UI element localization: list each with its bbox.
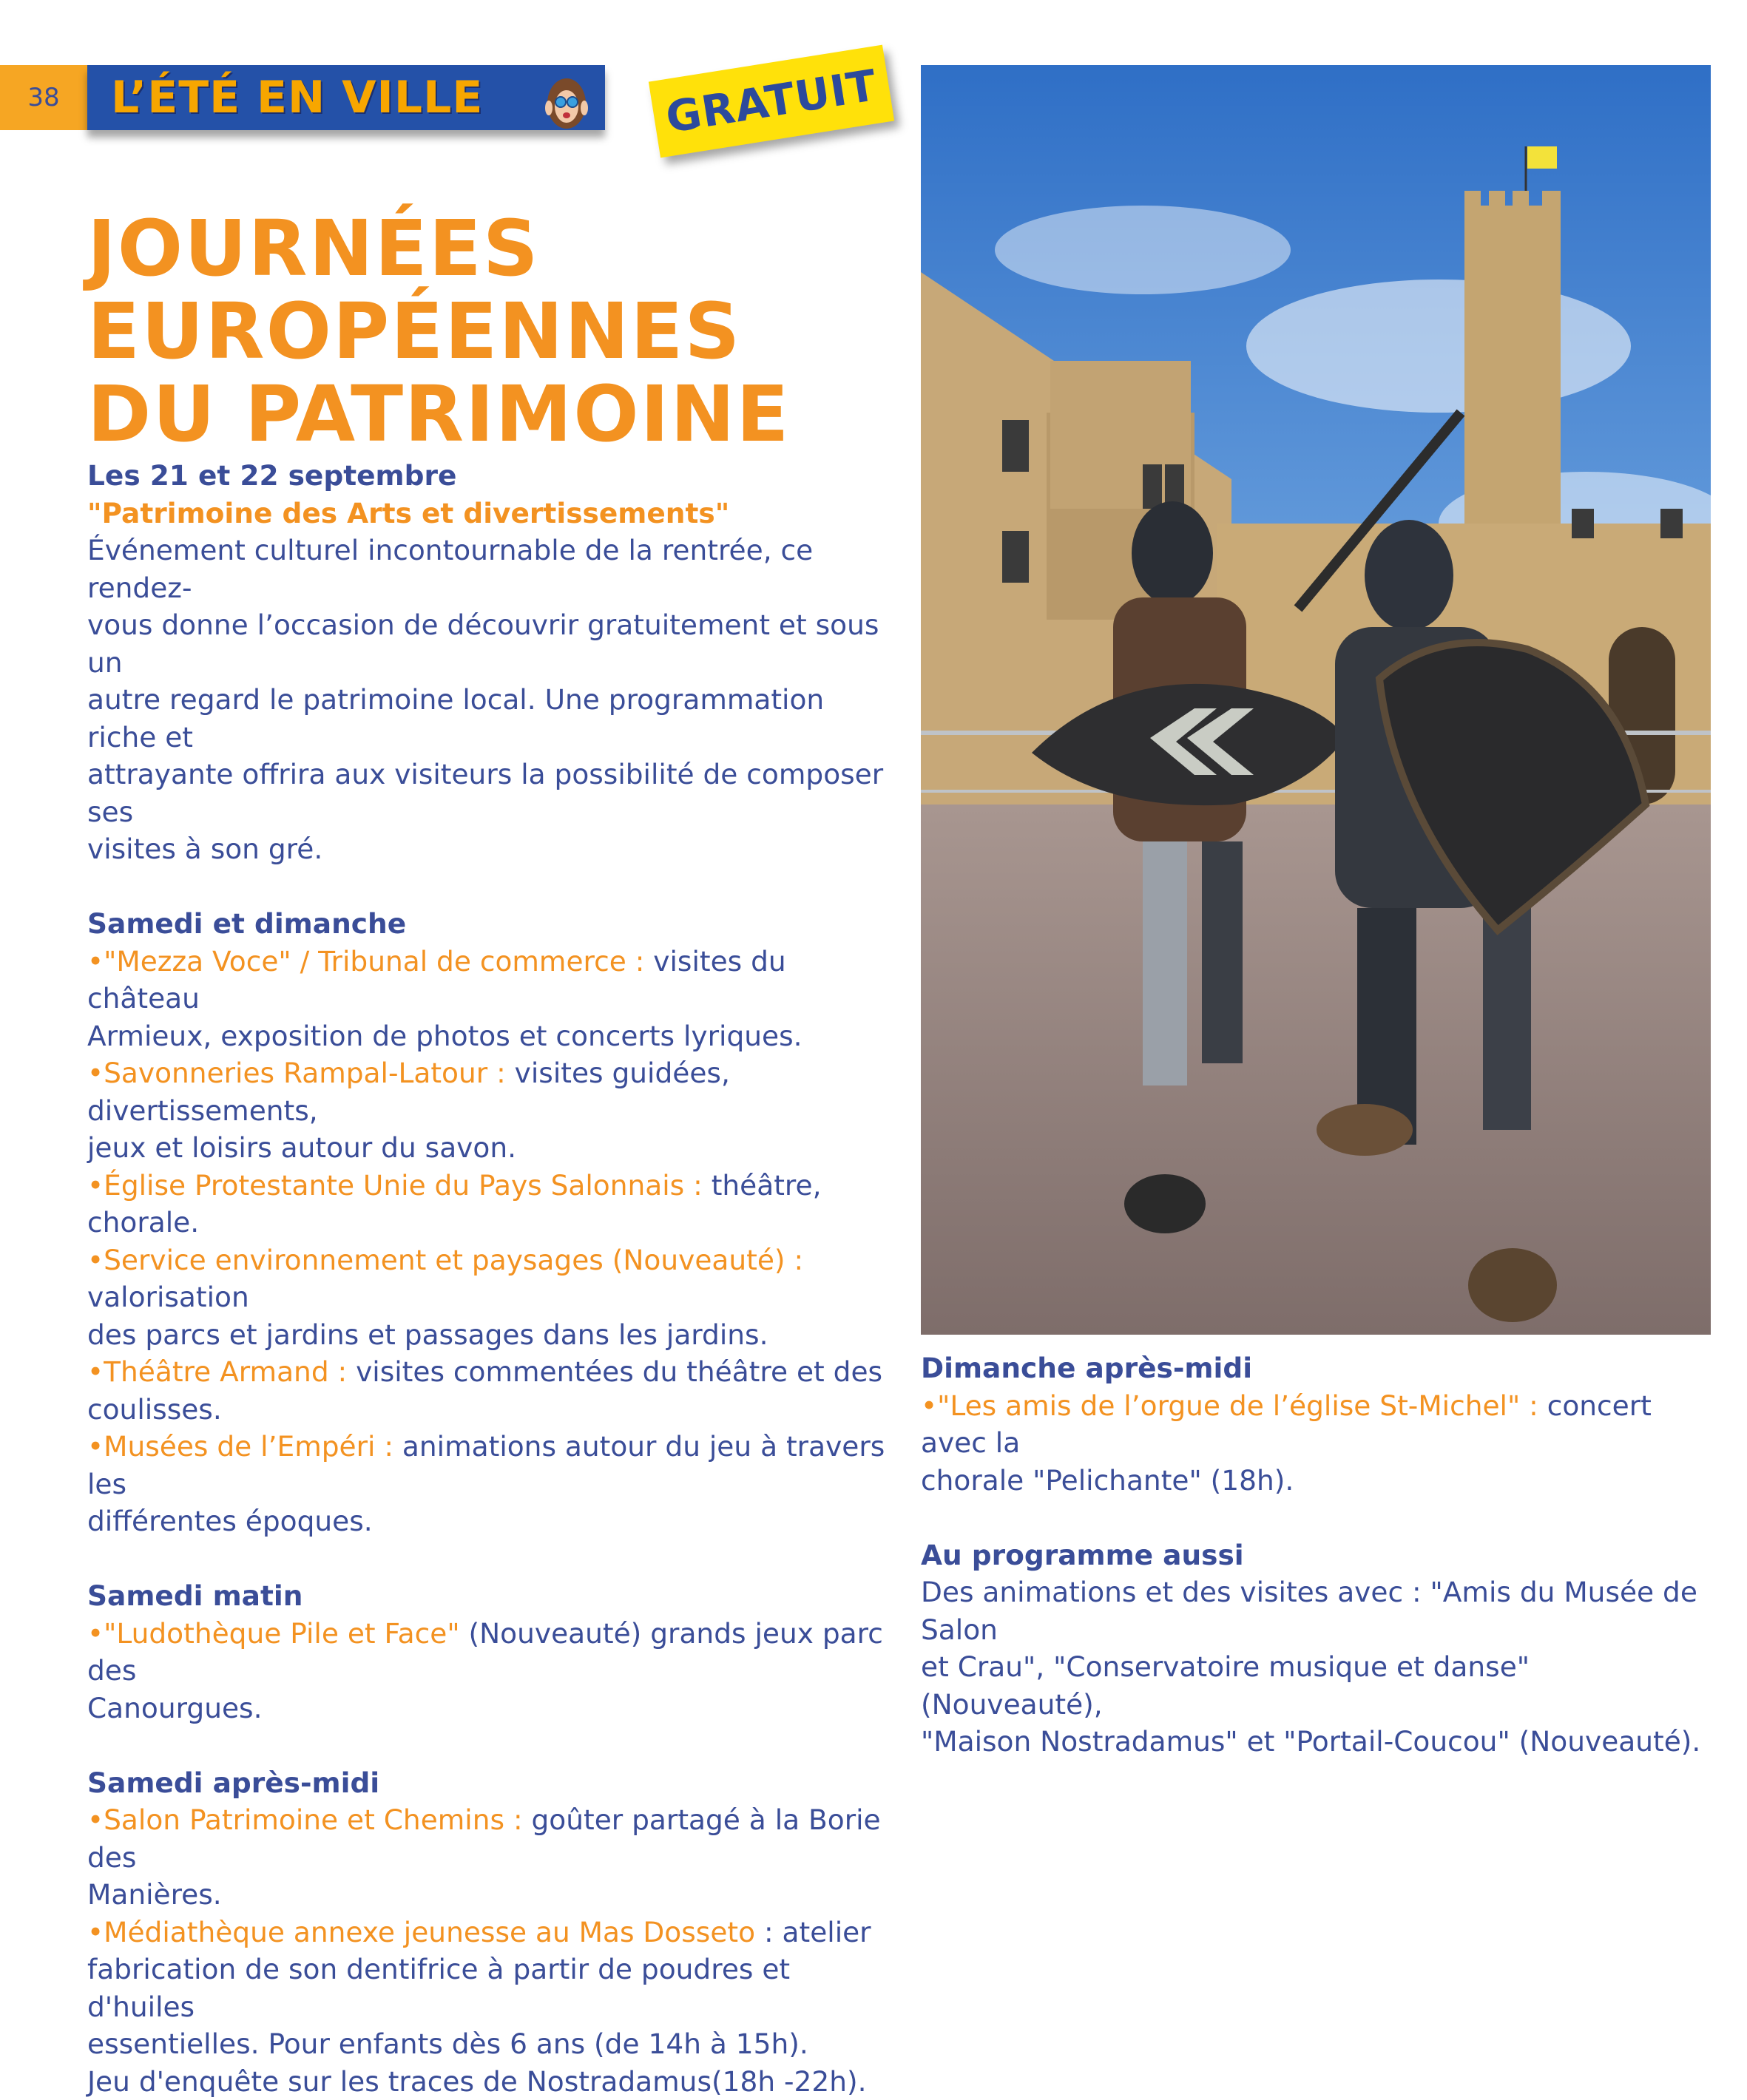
venue-desc: concert avec la (921, 1389, 1652, 1460)
venue-desc: animations autour du jeu à travers les (87, 1430, 885, 1500)
left-column (87, 457, 886, 2100)
program-item-cont: Armieux, exposition de photos et concerts lyriques. (87, 1017, 886, 1055)
venue-name: •Médiathèque annexe jeunesse au Mas Dosseto (87, 1916, 755, 1948)
venue-name: •Église Protestante Unie du Pays Salonnais : (87, 1169, 703, 1202)
weekend-heading: Samedi et dimanche (87, 905, 886, 943)
program-item-cont: essentielles. Pour enfants dès 6 ans (de 14h à 15h). (87, 2025, 886, 2063)
intro-line: vous donne l’occasion de découvrir gratuitement et sous un (87, 606, 886, 681)
program-item (87, 1353, 886, 1391)
venue-desc: visites guidées, divertissements, (87, 1057, 730, 1127)
page-number: 38 (0, 65, 87, 130)
program-item (87, 1428, 886, 1503)
venue-name: •Savonneries Rampal-Latour : (87, 1057, 506, 1089)
right-column (921, 1349, 1720, 1761)
title-line-1: JOURNÉES (87, 207, 694, 290)
venue-desc: théâtre, chorale. (87, 1169, 822, 1239)
program-item (87, 943, 886, 1017)
venue-desc: valorisation (87, 1281, 249, 1313)
also-heading: Au programme aussi (921, 1537, 1720, 1574)
knights-chateau-photo (921, 65, 1711, 1335)
venue-name: •"Mezza Voce" / Tribunal de commerce : (87, 945, 644, 978)
program-item-cont: Canourgues. (87, 1690, 886, 1727)
venue-name: •"Ludothèque Pile et Face" (87, 1617, 460, 1650)
intro-line: autre regard le patrimoine local. Une programmation riche et (87, 681, 886, 756)
venue-desc: : atelier (755, 1916, 871, 1948)
venue-name: •Salon Patrimoine et Chemins : (87, 1803, 523, 1836)
program-item-cont: chorale "Pelichante" (18h). (921, 1462, 1720, 1500)
free-badge (649, 45, 894, 158)
free-badge-label: GRATUIT (663, 60, 881, 143)
event-theme: "Patrimoine des Arts et divertissements" (87, 495, 886, 532)
section-banner (87, 65, 605, 130)
venue-desc: visites du château (87, 945, 786, 1015)
intro-line: visites à son gré. (87, 830, 886, 868)
venue-desc: (Nouveauté) grands jeux parc des (87, 1617, 883, 1687)
also-line: Des animations et des visites avec : "Amis du Musée de Salon (921, 1574, 1720, 1648)
title-line-2: EUROPÉENNES (87, 290, 694, 373)
venue-name: •"Les amis de l’orgue de l’église St-Michel" : (921, 1389, 1538, 1422)
woman-sunglasses-illustration (535, 68, 598, 130)
venue-desc: visites commentées du théâtre et des (347, 1355, 882, 1388)
program-item-cont: fabrication de son dentifrice à partir de poudres et d'huiles (87, 1951, 886, 2025)
title-line-3: DU PATRIMOINE (87, 373, 694, 455)
program-item-cont: Jeu d'enquête sur les traces de Nostradamus(18h -22h). (87, 2063, 886, 2100)
program-item-cont: différentes époques. (87, 1503, 886, 1540)
saturday-morning-heading: Samedi matin (87, 1577, 886, 1615)
venue-name: •Musées de l’Empéri : (87, 1430, 393, 1463)
section-title: L’ÉTÉ EN VILLE (111, 72, 483, 123)
also-line: et Crau", "Conservatoire musique et danse" (Nouveauté), (921, 1648, 1720, 1723)
sunday-afternoon-heading: Dimanche après-midi (921, 1349, 1720, 1387)
program-item (87, 1242, 886, 1316)
program-item-cont: Manières. (87, 1876, 886, 1914)
program-item-cont: coulisses. (87, 1391, 886, 1429)
page-title (87, 207, 694, 455)
program-item-cont: des parcs et jardins et passages dans les jardins. (87, 1316, 886, 1354)
intro-line: Événement culturel incontournable de la rentrée, ce rendez- (87, 532, 886, 606)
program-item (87, 1615, 886, 1690)
program-item (87, 1054, 886, 1129)
program-item (87, 1914, 886, 1951)
program-item (87, 1167, 886, 1242)
venue-desc: goûter partagé à la Borie des (87, 1803, 881, 1874)
event-date: Les 21 et 22 septembre (87, 457, 886, 495)
also-line: "Maison Nostradamus" et "Portail-Coucou" (Nouveauté). (921, 1723, 1720, 1761)
program-item-cont: jeux et loisirs autour du savon. (87, 1129, 886, 1167)
saturday-afternoon-heading: Samedi après-midi (87, 1764, 886, 1802)
intro-line: attrayante offrira aux visiteurs la possibilité de composer ses (87, 756, 886, 830)
program-item (87, 1801, 886, 1876)
venue-name: •Théâtre Armand : (87, 1355, 347, 1388)
venue-name: •Service environnement et paysages (Nouveauté) : (87, 1244, 803, 1276)
program-item (921, 1387, 1720, 1462)
